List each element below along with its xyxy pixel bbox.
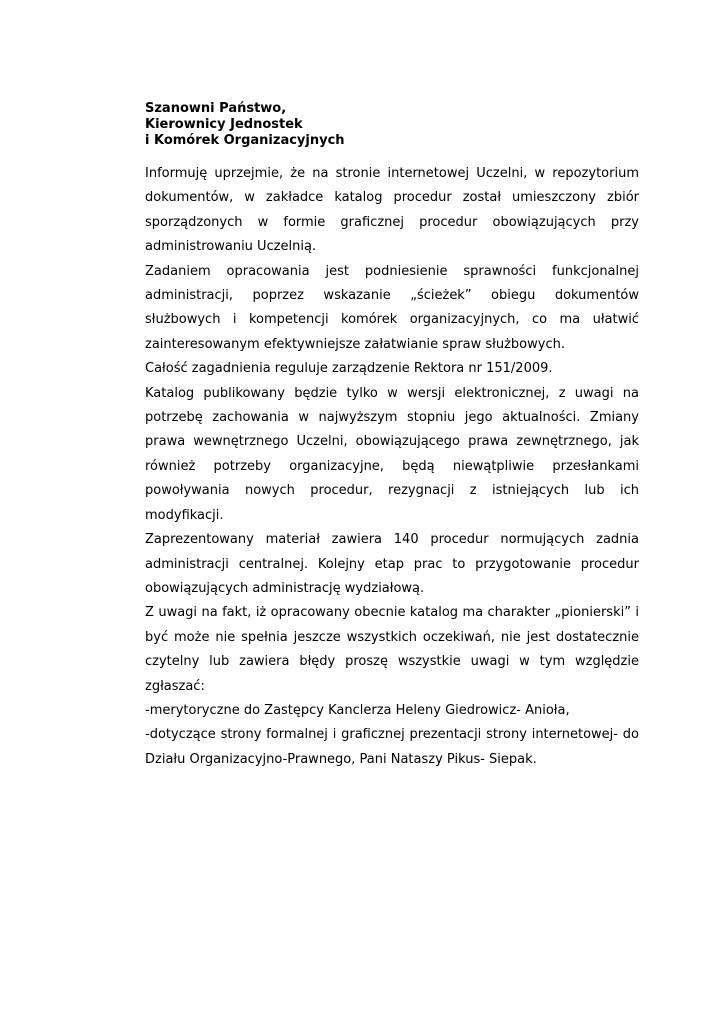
paragraph-material-scope: Zaprezentowany materiał zawiera 140 procedur normujących zadnia administracji centralnej. Kolejny etap prac to przygotowanie procedur obowiązujących administrację wydziałową.: [145, 532, 639, 596]
paragraph-intro: Informuję uprzejmie, że na stronie internetowej Uczelni, w repozytorium dokumentów, w zakładce katalog procedur został umieszczony zbiór sporządzonych w formie graficznej procedur obowiązujących przy administrowaniu Uczelnią.: [145, 166, 639, 255]
paragraph-feedback-request: Z uwagi na fakt, iż opracowany obecnie katalog ma charakter „pionierski” i być może nie spełnia jeszcze wszystkich oczekiwań, nie jest dostatecznie czytelny lub zawiera błędy proszę wszystkie uwagi w tym względzie zgłaszać:: [145, 605, 639, 694]
paragraph-electronic-catalog: Katalog publikowany będzie tylko w wersji elektronicznej, z uwagi na potrzebę zachowania w najwyższym stopniu jego aktualności. Zmiany prawa wewnętrznego Uczelni, obowiązującego prawa zewnętrznego, jak również potrzeby organizacyjne, będą niewątpliwie przesłankami powoływania nowych procedur, rezygnacji z istniejących lub ich modyfikacji.: [145, 385, 639, 523]
salutation-line-3: i Komórek Organizacyjnych: [145, 133, 345, 148]
salutation-line-2: Kierownicy Jednostek: [145, 117, 303, 132]
paragraph-purpose: Zadaniem opracowania jest podniesienie sprawności funkcjonalnej administracji, poprzez wskazanie „ścieżek” obiegu dokumentów służbowych i kompetencji komórek organizacyjnych, co ma ułatwić zainteresowanym efektywniejsze załatwianie spraw służbowych.: [145, 263, 639, 352]
paragraph-regulation: Całość zagadnienia reguluje zarządzenie Rektora nr 151/2009.: [145, 361, 553, 377]
paragraph-contact-formal: -dotyczące strony formalnej i graficznej prezentacji strony internetowej- do Działu Organizacyjno-Prawnego, Pani Nataszy Pikus- Siepak.: [145, 727, 639, 767]
letter-body: [145, 162, 639, 772]
salutation-line-1: Szanowni Państwo,: [145, 101, 287, 116]
salutation: [145, 101, 545, 149]
paragraph-contact-substantive: -merytoryczne do Zastępcy Kanclerza Heleny Giedrowicz- Anioła,: [145, 702, 570, 718]
